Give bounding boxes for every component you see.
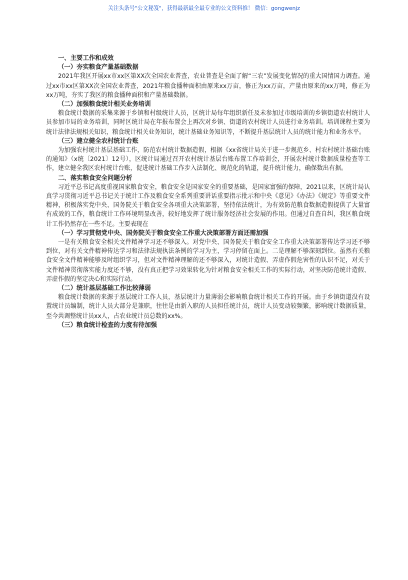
paragraph-grassroots: 粮食统计数据的来源于基层统计工作人员，基层统计力量薄弱会影响粮食统计相关工作的开展。由于乡镇街道没有设置统计员编制，统计人员大部分是兼职，往往是由新入职的人员担任统计员，统计人员变动较频繁，影响统计数据质量，至今共调整统计员xx人，占农业统计员总数的xx%。 — [46, 294, 370, 320]
subheading-ledger: （三）建立健全农村统计台账 — [58, 137, 139, 145]
paragraph-study: 一是有关粮食安全相关文件精神学习还不够深入。对党中央、国务院关于粮食安全工作重大决策部署传达学习还不够到位，对有关文件精神传达学习和法律法规执法条例的学习为主，学习停留在面上。二是理解不够深刻到位。虽然有关粮食安全文件精神能够及时组织学习，但对文件精神理解的还不够深入，对统计造假、弄虚作假危害性的认识不足，对关于文件精神贯彻落实能力度还不够，没有真正把学习效果转化为针对粮食安全相关工作的实际行动，对坚决防范统计造假、弄虚作假的坚定决心和实际行动。 — [46, 239, 370, 283]
paragraph-training: 粮食统计数据的采集来源于乡镇和村级统计人员，区统计局每年组织新任及未参加过市级培训的乡镇街道农村统计人员参加市局的业务培训，同时区统计局在年报布置会上再次对乡镇、街道的农村统计人员进行业务培训。培训课程主要为统计法律法规相关知识，粮食统计相关业务知识，统计基础业务知识等，不断提升基层统计人员的统计能力和业务水平。 — [46, 110, 370, 136]
paragraph-agri-census: 2021年我区开展xx市xx区第XX次全国农业普查，农业普查是全面了解“三农”发展变化情况的重大国情国力调查。通过xx市xx区第XX次全国农业普查，2021年粮食播种面积由原来xx万亩，修正为xx万亩，产量由原来的xx万吨，修正为xx万吨，夯实了我区的粮食播种面积和产量基础数据。 — [46, 73, 370, 99]
subheading-study: （一）学习贯彻党中央、国务院关于粮食安全工作重大决策部署方面还需加强 — [58, 229, 269, 237]
subheading-grain-data: （一）夯实粮食产量基础数据 — [58, 64, 139, 72]
subheading-inspection: （三）粮食统计检查的力度有待加强 — [58, 321, 157, 329]
section-heading-analysis: 二、落实粮食安全问题分析 — [58, 174, 133, 182]
paragraph-analysis: 习近平总书记高度重视国家粮食安全，粮食安全是国家安全的重要基础，是国家富强的保障，2021以来，区统计局认真学习贯彻习近平总书记关于统计工作及粮食安全系列重要讲话重要指示批示和中央《意见》《办法》《规定》等重要文件精神，积极落实党中央、国务院关于粮食安全各项重大决策部署，坚持依法统计，为有效防范粮食数据造假提供了大量富有成效的工作，粮食统计工作环境明显改善，较好地发挥了统计服务经济社会发展的作用。但通过自查自纠，我区粮食统计工作仍然存在一些不足。主要表现在 — [46, 183, 370, 228]
document-body — [46, 54, 370, 330]
top-banner[interactable]: 关注头条号"公文秘笈"，获得最新最全最专业的公文资料推！ 微信：gongwenjz — [107, 6, 301, 12]
subheading-grassroots: （二）统计基层基础工作比较薄弱 — [58, 285, 151, 293]
section-heading-main-work: 一、主要工作和成效 — [58, 55, 114, 62]
subheading-training: （二）加强粮食统计相关业务培训 — [58, 101, 151, 109]
paragraph-ledger: 为加强农村统计基层基础工作，防范农村统计数据造假，根据《xx省统计局关于进一步规范乡、村农村统计基础台账的通知》（x统〔2021〕12号），区统计局通过召开农村统计基层台账布置工作培训会，开展农村统计数据质量检查等工作，建立健全我区农村统计台账，促进统计基础工作步入法制化、规范化的轨道，提升统计能力，确保数出有据。 — [46, 147, 370, 173]
